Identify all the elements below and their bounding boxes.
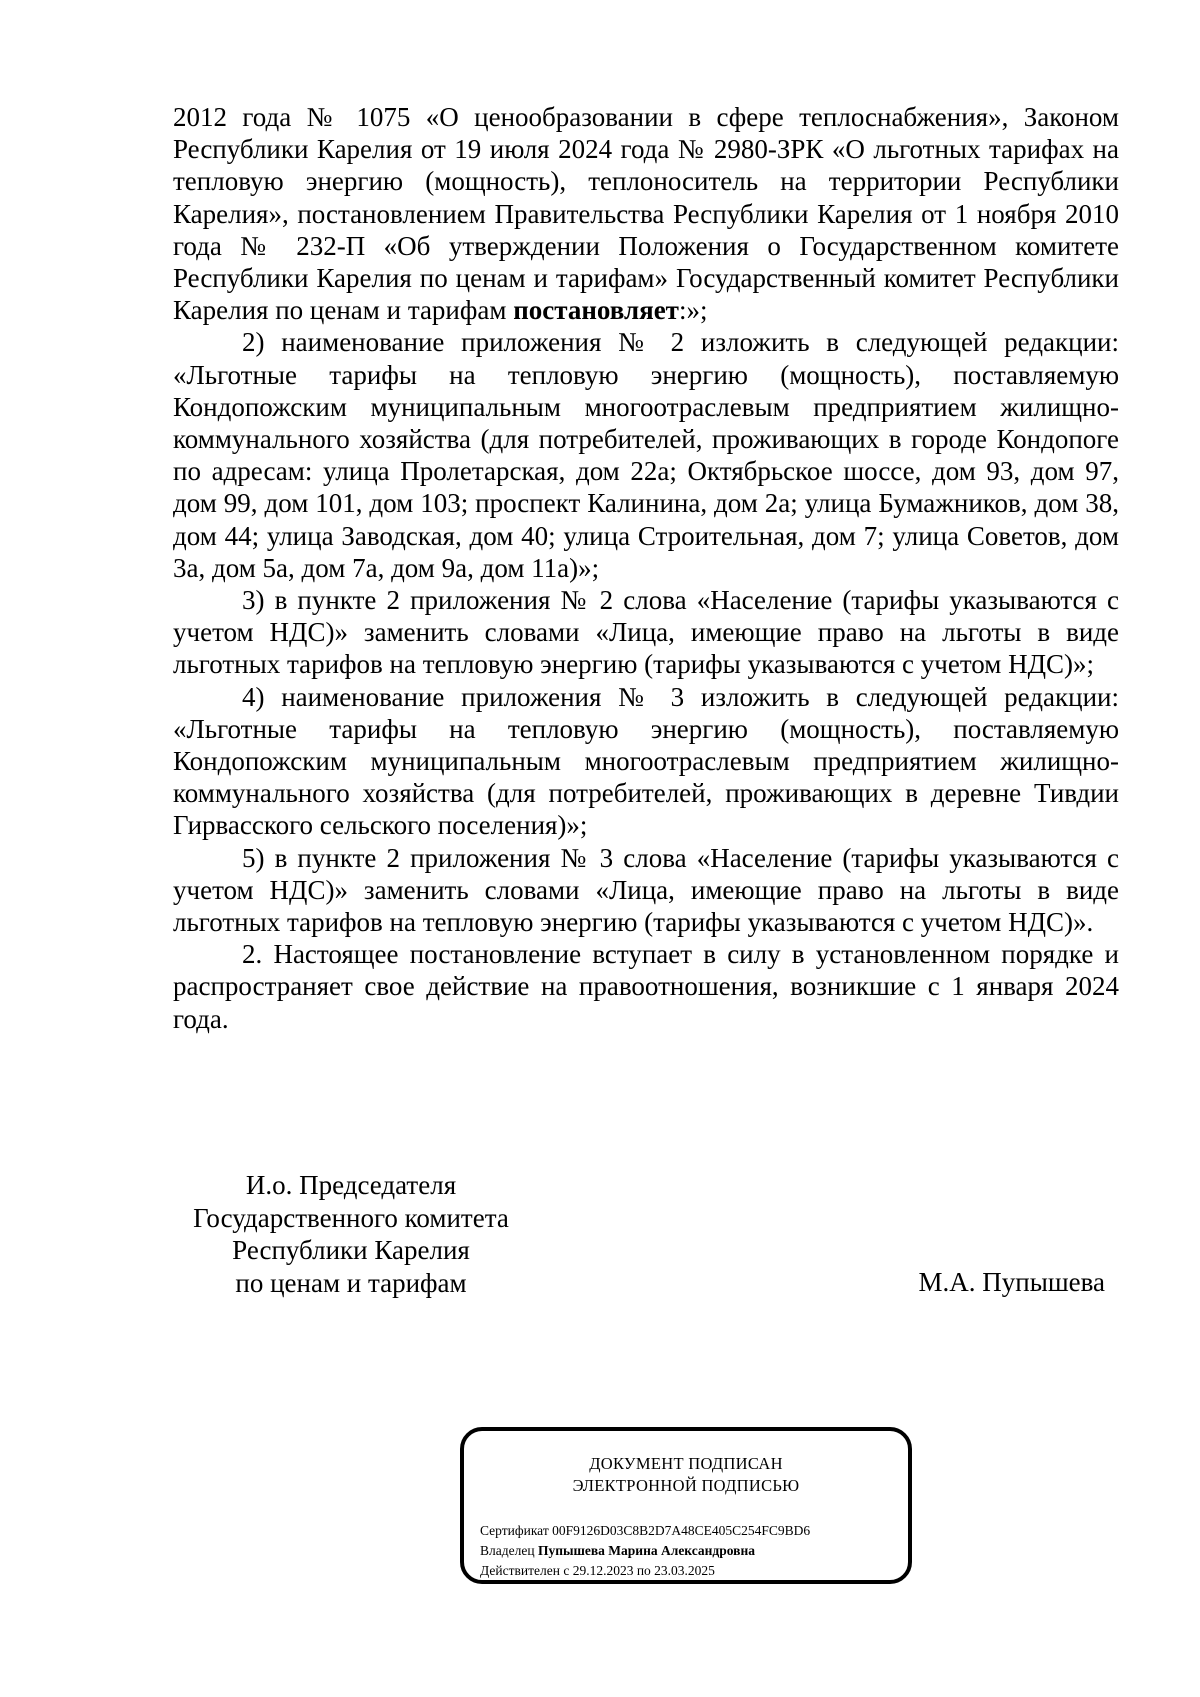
signatory-title-line: по ценам и тарифам bbox=[235, 1267, 467, 1298]
signatory-name: М.А. Пупышева bbox=[918, 1267, 1105, 1297]
signature-block bbox=[173, 1169, 1119, 1309]
signatory-title bbox=[173, 1169, 529, 1299]
signatory-title-line: Государственного комитета bbox=[193, 1202, 509, 1233]
paragraph-effective-date: 2. Настоящее постановление вступает в силу в установленном порядке и распространяет свое действие на правоотношения, возникшие с 1 января 2024 года. bbox=[173, 939, 1119, 1034]
document-body bbox=[173, 101, 1119, 1035]
certificate-label: Сертификат bbox=[480, 1523, 549, 1538]
valid-from-date: 29.12.2023 bbox=[572, 1563, 634, 1578]
stamp-validity-row bbox=[480, 1561, 810, 1581]
certificate-value: 00F9126D03C8B2D7A48CE405C254FC9BD6 bbox=[552, 1523, 811, 1538]
resolves-keyword: постановляет bbox=[513, 295, 679, 326]
electronic-signature-stamp bbox=[460, 1427, 912, 1584]
stamp-owner-row bbox=[480, 1541, 810, 1561]
paragraph-item-5: 5) в пункте 2 приложения № 3 слова «Население (тарифы указываются с учетом НДС)» заменить словами «Лица, имеющие право на льготы в виде льготных тарифов на тепловую энергию (тарифы указываются с учетом НДС)». bbox=[173, 842, 1119, 938]
owner-label: Владелец bbox=[480, 1543, 535, 1558]
signatory-title-line: И.о. Председателя bbox=[245, 1170, 457, 1200]
valid-from-prefix: с bbox=[563, 1563, 570, 1578]
stamp-details bbox=[480, 1521, 810, 1581]
paragraph-item-4: 4) наименование приложения № 3 изложить в следующей редакции: «Льготные тарифы на тепловую энергию (мощность), поставляемую Кондопожским муниципальным многоотраслевым предприятием жилищно-коммунального хозяйства (для потребителей, проживающих в деревне Тивдии Гирвасского сельского поселения)»; bbox=[173, 681, 1119, 841]
paragraph-preamble-text: 2012 года № 1075 «О ценообразовании в сфере теплоснабжения», Законом Республики Карелия от 19 июля 2024 года № 2980-ЗРК «О льготных тарифах на тепловую энергию (мощность), теплоноситель на территории Республики Карелия», постановлением Правительства Республики Карелия от 1 ноября 2010 года № 232-П «Об утверждении Положения о Государственном комитете Республики Карелия по ценам и тарифам» Государственный комитет Республики Карелия по ценам и тарифам bbox=[173, 102, 1119, 326]
stamp-header-line: ЭЛЕКТРОННОЙ ПОДПИСЬЮ bbox=[572, 1476, 800, 1495]
valid-to-prefix: по bbox=[636, 1563, 651, 1578]
owner-value: Пупышева Марина Александровна bbox=[537, 1543, 756, 1558]
valid-to-date: 23.03.2025 bbox=[654, 1563, 715, 1578]
signatory-title-line: Республики Карелия bbox=[232, 1235, 470, 1265]
paragraph-preamble-tail: :»; bbox=[678, 295, 708, 326]
paragraph-item-2: 2) наименование приложения № 2 изложить в следующей редакции: «Льготные тарифы на тепловую энергию (мощность), поставляемую Кондопожским муниципальным многоотраслевым предприятием жилищно-коммунального хозяйства (для потребителей, проживающих в городе Кондопоге по адресам: улица Пролетарская, дом 22а; Октябрьское шоссе, дом 93, дом 97, дом 99, дом 101, дом 103; проспект Калинина, дом 2а; улица Бумажников, дом 38, дом 44; улица Заводская, дом 40; улица Строительная, дом 7; улица Советов, дом 3а, дом 5а, дом 7а, дом 9а, дом 11а)»; bbox=[173, 327, 1119, 583]
stamp-certificate-row bbox=[480, 1521, 810, 1541]
paragraph-preamble bbox=[173, 101, 1119, 326]
stamp-header-line: ДОКУМЕНТ ПОДПИСАН bbox=[589, 1454, 783, 1473]
valid-label: Действителен bbox=[480, 1563, 560, 1578]
paragraph-item-3: 3) в пункте 2 приложения № 2 слова «Население (тарифы указываются с учетом НДС)» заменить словами «Лица, имеющие право на льготы в виде льготных тарифов на тепловую энергию (тарифы указываются с учетом НДС)»; bbox=[173, 585, 1119, 680]
stamp-header bbox=[464, 1453, 908, 1497]
